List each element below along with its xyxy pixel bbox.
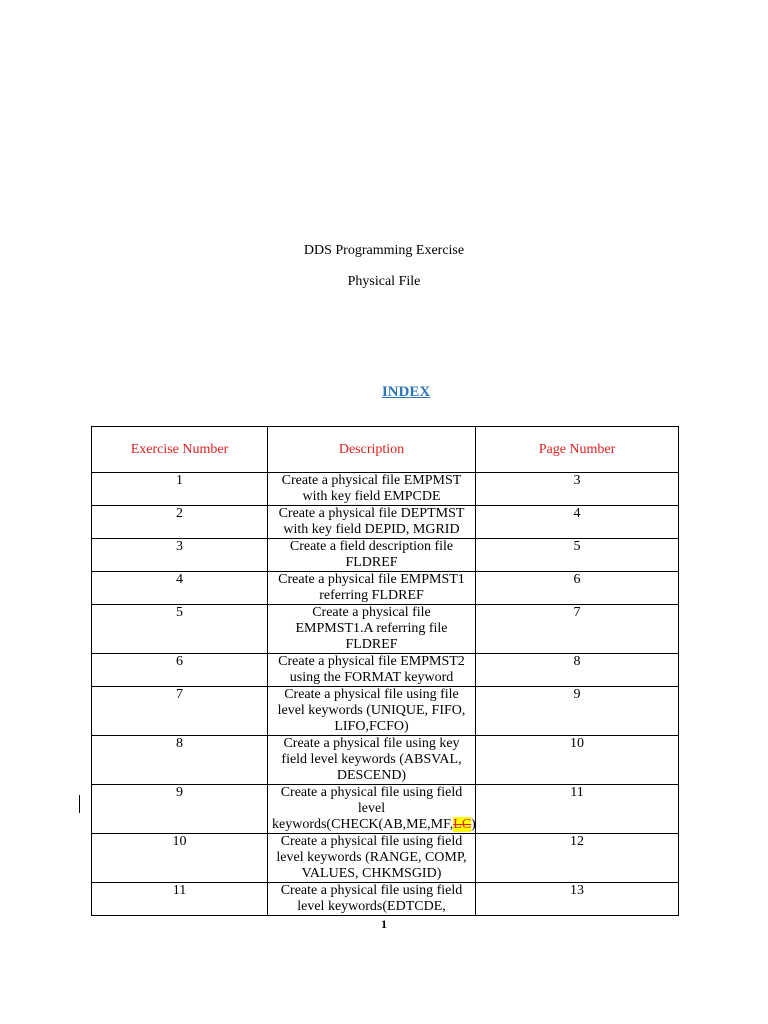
table-row (92, 539, 679, 572)
description-text: Create a physical file using field level keywords(CHECK(AB,ME,MF, (272, 785, 463, 832)
page-number-cell: 13 (476, 883, 679, 916)
description-cell: Create a physical file using file level keywords (UNIQUE, FIFO, LIFO,FCFO) (268, 687, 476, 736)
page-number-cell: 11 (476, 785, 679, 834)
table-row (92, 834, 679, 883)
table-row (92, 654, 679, 687)
description-cell: Create a physical file using key field level keywords (ABSVAL, DESCEND) (268, 736, 476, 785)
table-row (92, 883, 679, 916)
header-page-number: Page Number (476, 427, 679, 473)
index-table (91, 426, 679, 916)
exercise-number-cell: 10 (92, 834, 268, 883)
exercise-number-cell: 3 (92, 539, 268, 572)
exercise-number-cell: 8 (92, 736, 268, 785)
table-row (92, 572, 679, 605)
description-cell: Create a physical file EMPMST1 referring FLDREF (268, 572, 476, 605)
page-number: 1 (381, 917, 387, 931)
page-number-cell: 4 (476, 506, 679, 539)
page-number-cell: 9 (476, 687, 679, 736)
table-row (92, 473, 679, 506)
document-subtitle: Physical File (347, 274, 421, 289)
strikethrough-highlight: LC (453, 817, 472, 832)
description-cell: Create a physical file EMPMST1.A referring file FLDREF (268, 605, 476, 654)
description-cell: Create a physical file using field level keywords (RANGE, COMP, VALUES, CHKMSGID) (268, 834, 476, 883)
exercise-number-cell: 9 (92, 785, 268, 834)
page-number-cell: 8 (476, 654, 679, 687)
exercise-number-cell: 5 (92, 605, 268, 654)
page-number-cell: 5 (476, 539, 679, 572)
description-cell: Create a physical file using field level keywords(EDTCDE, (268, 883, 476, 916)
table-row (92, 687, 679, 736)
header-exercise-number: Exercise Number (92, 427, 268, 473)
exercise-number-cell: 4 (92, 572, 268, 605)
table-row (92, 785, 679, 834)
page-number-cell: 3 (476, 473, 679, 506)
table-row (92, 506, 679, 539)
table-header-row (92, 427, 679, 473)
index-heading: INDEX (381, 384, 431, 400)
description-cell: Create a field description file FLDREF (268, 539, 476, 572)
page-number-cell: 6 (476, 572, 679, 605)
exercise-number-cell: 2 (92, 506, 268, 539)
description-text-end: ) (471, 817, 476, 832)
description-cell: Create a physical file EMPMST with key field EMPCDE (268, 473, 476, 506)
description-cell: Create a physical file DEPTMST with key field DEPID, MGRID (268, 506, 476, 539)
text-cursor (79, 795, 80, 813)
page-number-cell: 10 (476, 736, 679, 785)
table-row (92, 605, 679, 654)
header-description: Description (268, 427, 476, 473)
exercise-number-cell: 7 (92, 687, 268, 736)
table-row (92, 736, 679, 785)
exercise-number-cell: 6 (92, 654, 268, 687)
exercise-number-cell: 1 (92, 473, 268, 506)
document-title: DDS Programming Exercise (303, 243, 465, 258)
page-number-cell: 7 (476, 605, 679, 654)
description-cell (268, 785, 476, 834)
page-number-cell: 12 (476, 834, 679, 883)
description-cell: Create a physical file EMPMST2 using the FORMAT keyword (268, 654, 476, 687)
exercise-number-cell: 11 (92, 883, 268, 916)
